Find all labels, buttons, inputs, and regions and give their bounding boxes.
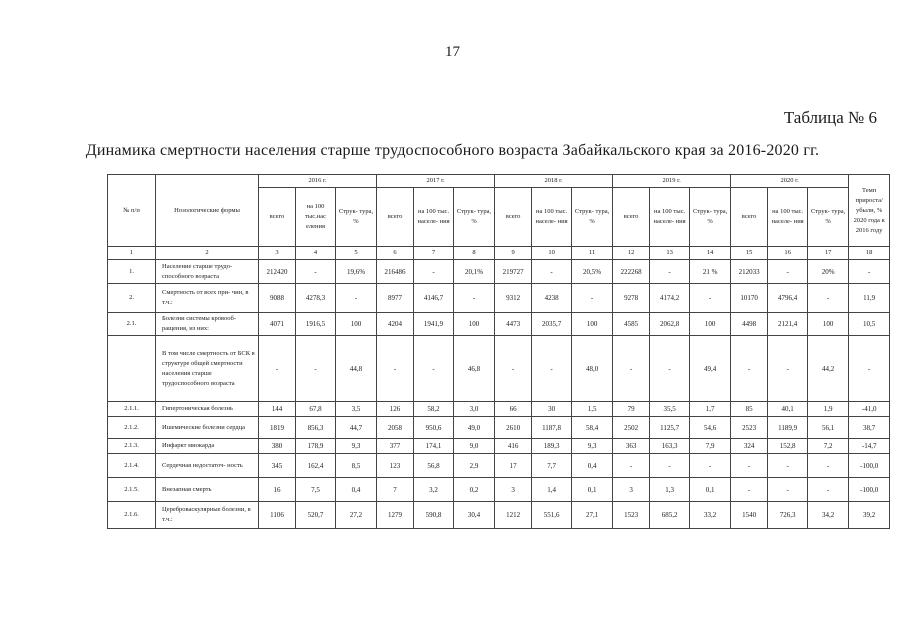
row-number: 2. bbox=[108, 284, 156, 313]
table-row bbox=[108, 439, 890, 454]
table-cell: 2,9 bbox=[454, 454, 495, 478]
table-cell: 174,1 bbox=[414, 439, 454, 454]
table-cell: - bbox=[650, 454, 690, 478]
table-cell: 20,5% bbox=[572, 260, 613, 284]
column-number: 15 bbox=[731, 247, 768, 260]
page-title: Динамика смертности населения старше трудоспособного возраста Забайкальского края за 2016-2020 гг. bbox=[85, 142, 820, 159]
table-cell: 44,8 bbox=[336, 336, 377, 402]
table-cell: 44,7 bbox=[336, 417, 377, 439]
table-cell: 9278 bbox=[613, 284, 650, 313]
table-row bbox=[108, 260, 890, 284]
table-cell: - bbox=[296, 260, 336, 284]
table-cell: 8977 bbox=[377, 284, 414, 313]
table-cell: 58,2 bbox=[414, 402, 454, 417]
table-cell: 30 bbox=[532, 402, 572, 417]
table-cell: 1819 bbox=[259, 417, 296, 439]
row-form: Инфаркт миокарда bbox=[156, 439, 259, 454]
table-cell: 163,3 bbox=[650, 439, 690, 454]
column-number: 13 bbox=[650, 247, 690, 260]
row-number bbox=[108, 336, 156, 402]
header-year: 2018 г. bbox=[495, 175, 613, 188]
row-form: Смертность от всех при- чин, в т.ч.: bbox=[156, 284, 259, 313]
table-cell: - bbox=[296, 336, 336, 402]
table-cell: 2062,8 bbox=[650, 313, 690, 336]
table-cell: 0,4 bbox=[336, 478, 377, 502]
table-cell: 9,0 bbox=[454, 439, 495, 454]
column-number: 10 bbox=[532, 247, 572, 260]
table-cell: - bbox=[768, 454, 808, 478]
table-cell: - bbox=[650, 260, 690, 284]
growth-cell: 38,7 bbox=[849, 417, 890, 439]
column-number: 2 bbox=[156, 247, 259, 260]
table-cell: - bbox=[336, 284, 377, 313]
row-number: 1. bbox=[108, 260, 156, 284]
table-cell: - bbox=[613, 336, 650, 402]
column-number: 12 bbox=[613, 247, 650, 260]
table-cell: 21 % bbox=[690, 260, 731, 284]
row-form: Цереброваскулярные болезни, в т.ч.: bbox=[156, 502, 259, 529]
table-cell: 2610 bbox=[495, 417, 532, 439]
table-cell: 3 bbox=[495, 478, 532, 502]
table-cell: 7,7 bbox=[532, 454, 572, 478]
table-cell: 1,5 bbox=[572, 402, 613, 417]
row-number: 2.1.1. bbox=[108, 402, 156, 417]
table-cell: 35,5 bbox=[650, 402, 690, 417]
column-number: 3 bbox=[259, 247, 296, 260]
growth-cell: -100,0 bbox=[849, 478, 890, 502]
table-cell: 377 bbox=[377, 439, 414, 454]
table-cell: - bbox=[414, 260, 454, 284]
table-cell: - bbox=[259, 336, 296, 402]
table-cell: 3,5 bbox=[336, 402, 377, 417]
header-all: всего bbox=[259, 188, 296, 247]
table-cell: 10170 bbox=[731, 284, 768, 313]
table-cell: 1189,9 bbox=[768, 417, 808, 439]
table-cell: - bbox=[532, 260, 572, 284]
table-cell: 123 bbox=[377, 454, 414, 478]
table-cell: 2121,4 bbox=[768, 313, 808, 336]
header-year: 2016 г. bbox=[259, 175, 377, 188]
table-cell: 4278,3 bbox=[296, 284, 336, 313]
table-cell: 520,7 bbox=[296, 502, 336, 529]
table-cell: 20% bbox=[808, 260, 849, 284]
table-cell: 56,8 bbox=[414, 454, 454, 478]
table-cell: 856,3 bbox=[296, 417, 336, 439]
table-cell: 363 bbox=[613, 439, 650, 454]
column-number: 6 bbox=[377, 247, 414, 260]
table-cell: 49,4 bbox=[690, 336, 731, 402]
table-cell: 4796,4 bbox=[768, 284, 808, 313]
table-cell: 4146,7 bbox=[414, 284, 454, 313]
table-cell: 7,2 bbox=[808, 439, 849, 454]
table-cell: 48,0 bbox=[572, 336, 613, 402]
table-cell: 551,6 bbox=[532, 502, 572, 529]
table-cell: 7 bbox=[377, 478, 414, 502]
header-all: всего bbox=[377, 188, 414, 247]
header-form: Нозологические формы bbox=[156, 175, 259, 247]
table-cell: 1941,9 bbox=[414, 313, 454, 336]
table-cell: - bbox=[495, 336, 532, 402]
column-number: 9 bbox=[495, 247, 532, 260]
table-row bbox=[108, 454, 890, 478]
table-cell: 66 bbox=[495, 402, 532, 417]
row-form: Гипертоническая болезнь bbox=[156, 402, 259, 417]
table-cell: 189,3 bbox=[532, 439, 572, 454]
table-cell: 9312 bbox=[495, 284, 532, 313]
table-cell: - bbox=[613, 454, 650, 478]
table-cell: 54,6 bbox=[690, 417, 731, 439]
header-rate: на 100 тыс.нас еления bbox=[296, 188, 336, 247]
growth-cell: 10,5 bbox=[849, 313, 890, 336]
table-cell: 1,9 bbox=[808, 402, 849, 417]
table-cell: 4204 bbox=[377, 313, 414, 336]
table-cell: - bbox=[731, 478, 768, 502]
table-cell: - bbox=[572, 284, 613, 313]
table-cell: 100 bbox=[336, 313, 377, 336]
table-cell: - bbox=[808, 454, 849, 478]
table-cell: 19,6% bbox=[336, 260, 377, 284]
header-rate: на 100 тыс. населе- ния bbox=[414, 188, 454, 247]
row-number: 2.1.3. bbox=[108, 439, 156, 454]
header-rate: на 100 тыс. населе- ния bbox=[650, 188, 690, 247]
table-cell: 46,8 bbox=[454, 336, 495, 402]
table-cell: 212033 bbox=[731, 260, 768, 284]
row-form: В том числе смертность от БСК в структуре общей смертности населения старше трудоспособного возраста bbox=[156, 336, 259, 402]
table-cell: 100 bbox=[454, 313, 495, 336]
table-cell: - bbox=[731, 336, 768, 402]
row-number: 2.1.2. bbox=[108, 417, 156, 439]
column-number: 4 bbox=[296, 247, 336, 260]
row-number: 2.1. bbox=[108, 313, 156, 336]
table-cell: 2502 bbox=[613, 417, 650, 439]
table-cell: - bbox=[377, 336, 414, 402]
table-cell: 7,5 bbox=[296, 478, 336, 502]
header-structure: Струк- тура, % bbox=[572, 188, 613, 247]
table-cell: 4071 bbox=[259, 313, 296, 336]
table-cell: 590,8 bbox=[414, 502, 454, 529]
header-year: 2019 г. bbox=[613, 175, 731, 188]
row-form: Население старше трудо- способного возраста bbox=[156, 260, 259, 284]
table-cell: - bbox=[808, 284, 849, 313]
table-cell: 1523 bbox=[613, 502, 650, 529]
table-cell: 324 bbox=[731, 439, 768, 454]
table-cell: 7,9 bbox=[690, 439, 731, 454]
table-cell: 4238 bbox=[532, 284, 572, 313]
table-cell: 40,1 bbox=[768, 402, 808, 417]
table-cell: 9,3 bbox=[336, 439, 377, 454]
table-cell: 34,2 bbox=[808, 502, 849, 529]
table-cell: 685,2 bbox=[650, 502, 690, 529]
growth-cell: 11,9 bbox=[849, 284, 890, 313]
table-cell: 16 bbox=[259, 478, 296, 502]
table-cell: 49,0 bbox=[454, 417, 495, 439]
column-number: 18 bbox=[849, 247, 890, 260]
header-rate: на 100 тыс. населе- ния bbox=[532, 188, 572, 247]
table-cell: 27,1 bbox=[572, 502, 613, 529]
table-cell: 27,2 bbox=[336, 502, 377, 529]
growth-cell: 39,2 bbox=[849, 502, 890, 529]
table-cell: 30,4 bbox=[454, 502, 495, 529]
table-cell: - bbox=[768, 478, 808, 502]
table-cell: 0,4 bbox=[572, 454, 613, 478]
growth-cell: - bbox=[849, 336, 890, 402]
table-label: Таблица № 6 bbox=[783, 108, 877, 127]
table-cell: 58,4 bbox=[572, 417, 613, 439]
table-cell: - bbox=[532, 336, 572, 402]
header-structure: Струк- тура, % bbox=[690, 188, 731, 247]
table-cell: 1,3 bbox=[650, 478, 690, 502]
table-cell: 1279 bbox=[377, 502, 414, 529]
table-row bbox=[108, 417, 890, 439]
table-cell: 2523 bbox=[731, 417, 768, 439]
table-row bbox=[108, 284, 890, 313]
header-all: всего bbox=[495, 188, 532, 247]
table-cell: 9,3 bbox=[572, 439, 613, 454]
header-structure: Струк- тура, % bbox=[808, 188, 849, 247]
table-cell: 2058 bbox=[377, 417, 414, 439]
growth-cell: - bbox=[849, 260, 890, 284]
table-row bbox=[108, 313, 890, 336]
table-cell: 1,7 bbox=[690, 402, 731, 417]
table-cell: 126 bbox=[377, 402, 414, 417]
table-cell: 20,1% bbox=[454, 260, 495, 284]
header-all: всего bbox=[613, 188, 650, 247]
table-cell: 17 bbox=[495, 454, 532, 478]
table-row bbox=[108, 478, 890, 502]
table-cell: 345 bbox=[259, 454, 296, 478]
row-form: Болезни системы кровооб- ращения, из них: bbox=[156, 313, 259, 336]
table-cell: 4174,2 bbox=[650, 284, 690, 313]
table-cell: 1106 bbox=[259, 502, 296, 529]
table-row bbox=[108, 402, 890, 417]
table-cell: - bbox=[808, 478, 849, 502]
table-cell: 950,6 bbox=[414, 417, 454, 439]
row-number: 2.1.5. bbox=[108, 478, 156, 502]
header-year: 2020 г. bbox=[731, 175, 849, 188]
table-cell: 1916,5 bbox=[296, 313, 336, 336]
table-cell: 219727 bbox=[495, 260, 532, 284]
table-cell: 85 bbox=[731, 402, 768, 417]
table-cell: 4473 bbox=[495, 313, 532, 336]
table-row bbox=[108, 336, 890, 402]
table-cell: 0,1 bbox=[572, 478, 613, 502]
table-cell: 100 bbox=[690, 313, 731, 336]
page-number: 17 bbox=[445, 44, 460, 60]
header-year: 2017 г. bbox=[377, 175, 495, 188]
table-cell: 1212 bbox=[495, 502, 532, 529]
table-cell: 8,5 bbox=[336, 454, 377, 478]
column-number: 16 bbox=[768, 247, 808, 260]
table-cell: 1540 bbox=[731, 502, 768, 529]
table-cell: 2035,7 bbox=[532, 313, 572, 336]
table-cell: 162,4 bbox=[296, 454, 336, 478]
table-cell: 3 bbox=[613, 478, 650, 502]
table-cell: 67,8 bbox=[296, 402, 336, 417]
table-cell: 1125,7 bbox=[650, 417, 690, 439]
table-cell: - bbox=[650, 336, 690, 402]
table-cell: 178,9 bbox=[296, 439, 336, 454]
row-form: Ишемические болезни сердца bbox=[156, 417, 259, 439]
table-cell: 44,2 bbox=[808, 336, 849, 402]
table-cell: - bbox=[454, 284, 495, 313]
column-number: 8 bbox=[454, 247, 495, 260]
header-structure: Струк- тура, % bbox=[336, 188, 377, 247]
table-cell: 1,4 bbox=[532, 478, 572, 502]
table-cell: 416 bbox=[495, 439, 532, 454]
header-growth: Темп прироста/ убыли, % 2020 года к 2016 году bbox=[849, 175, 890, 247]
mortality-table bbox=[107, 174, 890, 529]
table-cell: 1187,8 bbox=[532, 417, 572, 439]
table-cell: 144 bbox=[259, 402, 296, 417]
table-cell: 152,8 bbox=[768, 439, 808, 454]
row-number: 2.1.6. bbox=[108, 502, 156, 529]
row-form: Внезапная смерть bbox=[156, 478, 259, 502]
table-cell: 222268 bbox=[613, 260, 650, 284]
growth-cell: -100,0 bbox=[849, 454, 890, 478]
table-cell: - bbox=[690, 454, 731, 478]
table-cell: 4585 bbox=[613, 313, 650, 336]
growth-cell: -14,7 bbox=[849, 439, 890, 454]
table-row bbox=[108, 502, 890, 529]
table-cell: 380 bbox=[259, 439, 296, 454]
column-number-row bbox=[108, 247, 890, 260]
table-cell: 3,2 bbox=[414, 478, 454, 502]
column-number: 7 bbox=[414, 247, 454, 260]
column-number: 14 bbox=[690, 247, 731, 260]
table-cell: - bbox=[414, 336, 454, 402]
table-cell: - bbox=[768, 260, 808, 284]
header-num: № п/п bbox=[108, 175, 156, 247]
table-cell: - bbox=[731, 454, 768, 478]
table-cell: 726,3 bbox=[768, 502, 808, 529]
table-cell: 33,2 bbox=[690, 502, 731, 529]
table-cell: 100 bbox=[572, 313, 613, 336]
header-structure: Струк- тура, % bbox=[454, 188, 495, 247]
table-cell: 212420 bbox=[259, 260, 296, 284]
column-number: 5 bbox=[336, 247, 377, 260]
table-cell: 216486 bbox=[377, 260, 414, 284]
table-cell: 9088 bbox=[259, 284, 296, 313]
header-all: всего bbox=[731, 188, 768, 247]
column-number: 1 bbox=[108, 247, 156, 260]
table-cell: - bbox=[768, 336, 808, 402]
header-rate: на 100 тыс. населе- ния bbox=[768, 188, 808, 247]
table-cell: 4498 bbox=[731, 313, 768, 336]
growth-cell: -41,0 bbox=[849, 402, 890, 417]
table-cell: 56,1 bbox=[808, 417, 849, 439]
table-cell: - bbox=[690, 284, 731, 313]
table-cell: 79 bbox=[613, 402, 650, 417]
row-number: 2.1.4. bbox=[108, 454, 156, 478]
table-cell: 100 bbox=[808, 313, 849, 336]
table-cell: 0,1 bbox=[690, 478, 731, 502]
table-cell: 3,0 bbox=[454, 402, 495, 417]
column-number: 17 bbox=[808, 247, 849, 260]
table-cell: 0,2 bbox=[454, 478, 495, 502]
column-number: 11 bbox=[572, 247, 613, 260]
row-form: Сердечная недостаточ- ность bbox=[156, 454, 259, 478]
